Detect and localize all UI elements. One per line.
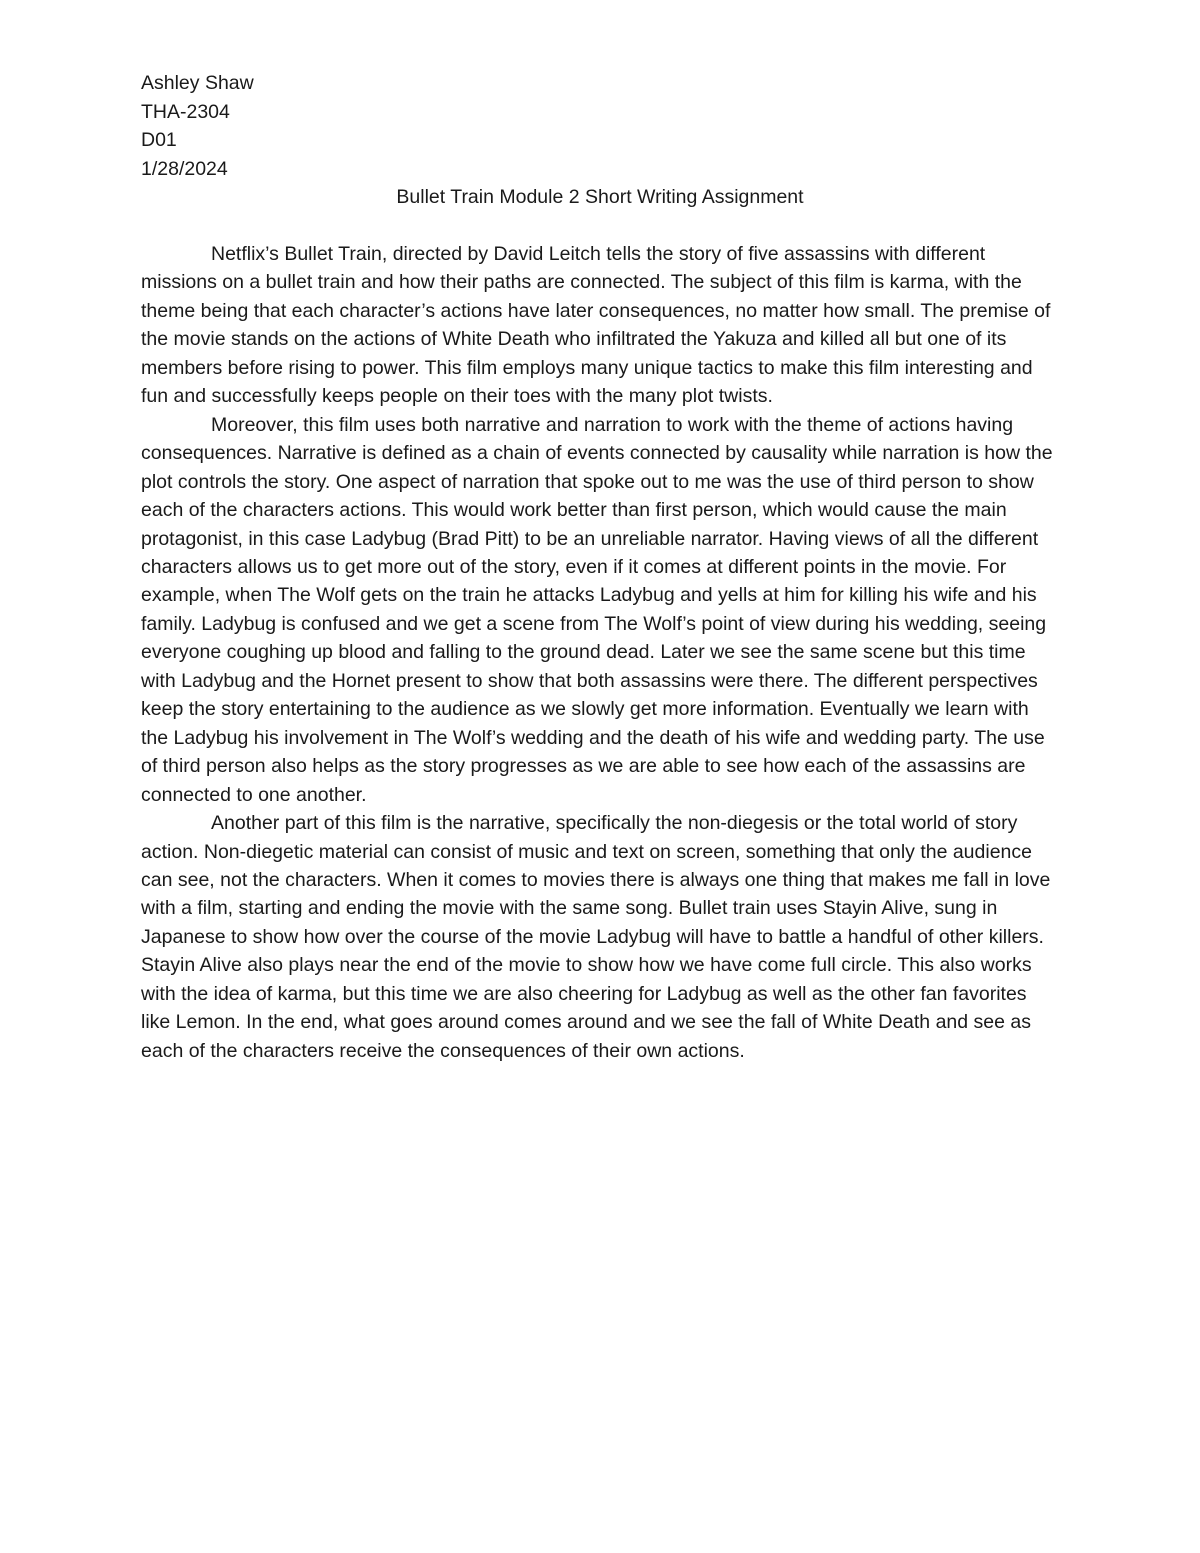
document-title: Bullet Train Module 2 Short Writing Assignment [396, 186, 804, 208]
paragraph: Netflix’s Bullet Train, directed by David Leitch tells the story of five assassins with different missions on a bullet train and how their paths are connected. The subject of this film is karma, with the theme being that each character’s actions have later consequences, no matter how small. The premise of the movie stands on the actions of White Death who infiltrated the Yakuza and killed all but one of its members before rising to power. This film employs many unique tactics to make this film interesting and fun and successfully keeps people on their toes with the many plot twists. [141, 243, 1051, 408]
author-name: Ashley Shaw [141, 72, 254, 94]
paragraph: Another part of this film is the narrative, specifically the non-diegesis or the total world of story action. Non-diegetic material can consist of music and text on screen, something that only the audience can see, not the characters. When it comes to movies there is always one thing that makes me fall in love with a film, starting and ending the movie with the same song. Bullet train uses Stayin Alive, sung in Japanese to show how over the course of the movie Ladybug will have to battle a handful of other killers. Stayin Alive also plays near the end of the movie to show how we have come full circle. This also works with the idea of karma, but this time we are also cheering for Ladybug as well as the other fan favorites like Lemon. In the end, what goes around comes around and we see the fall of White Death and see as each of the characters receive the consequences of their own actions. [141, 812, 1051, 1062]
date: 1/28/2024 [141, 157, 228, 180]
paragraph: Moreover, this film uses both narrative and narration to work with the theme of actions having consequences. Narrative is defined as a chain of events connected by causality while narration is how the plot controls the story. One aspect of narration that spoke out to me was the use of third person to show each of the characters actions. This would work better than first person, which would cause the main protagonist, in this case Ladybug (Brad Pitt) to be an unreliable narrator. Having views of all the different characters allows us to get more out of the story, even if it comes at different points in the movie. For example, when The Wolf gets on the train he attacks Ladybug and yells at him for killing his wife and his family. Ladybug is confused and we get a scene from The Wolf’s point of view during his wedding, seeing everyone coughing up blood and falling to the ground dead. Later we see the same scene but this time with Ladybug and the Hornet present to show that both assassins were there. The different perspectives keep the story entertaining to the audience as we slowly get more information. Eventually we learn with the Ladybug his involvement in The Wolf’s wedding and the death of his wife and wedding party. The use of third person also helps as the story progresses as we are able to see how each of the assassins are connected to one another. [141, 413, 1053, 806]
section-code: D01 [141, 129, 177, 151]
header-block [141, 69, 254, 183]
course-code: THA-2304 [141, 100, 230, 123]
document-body [141, 240, 1053, 1065]
